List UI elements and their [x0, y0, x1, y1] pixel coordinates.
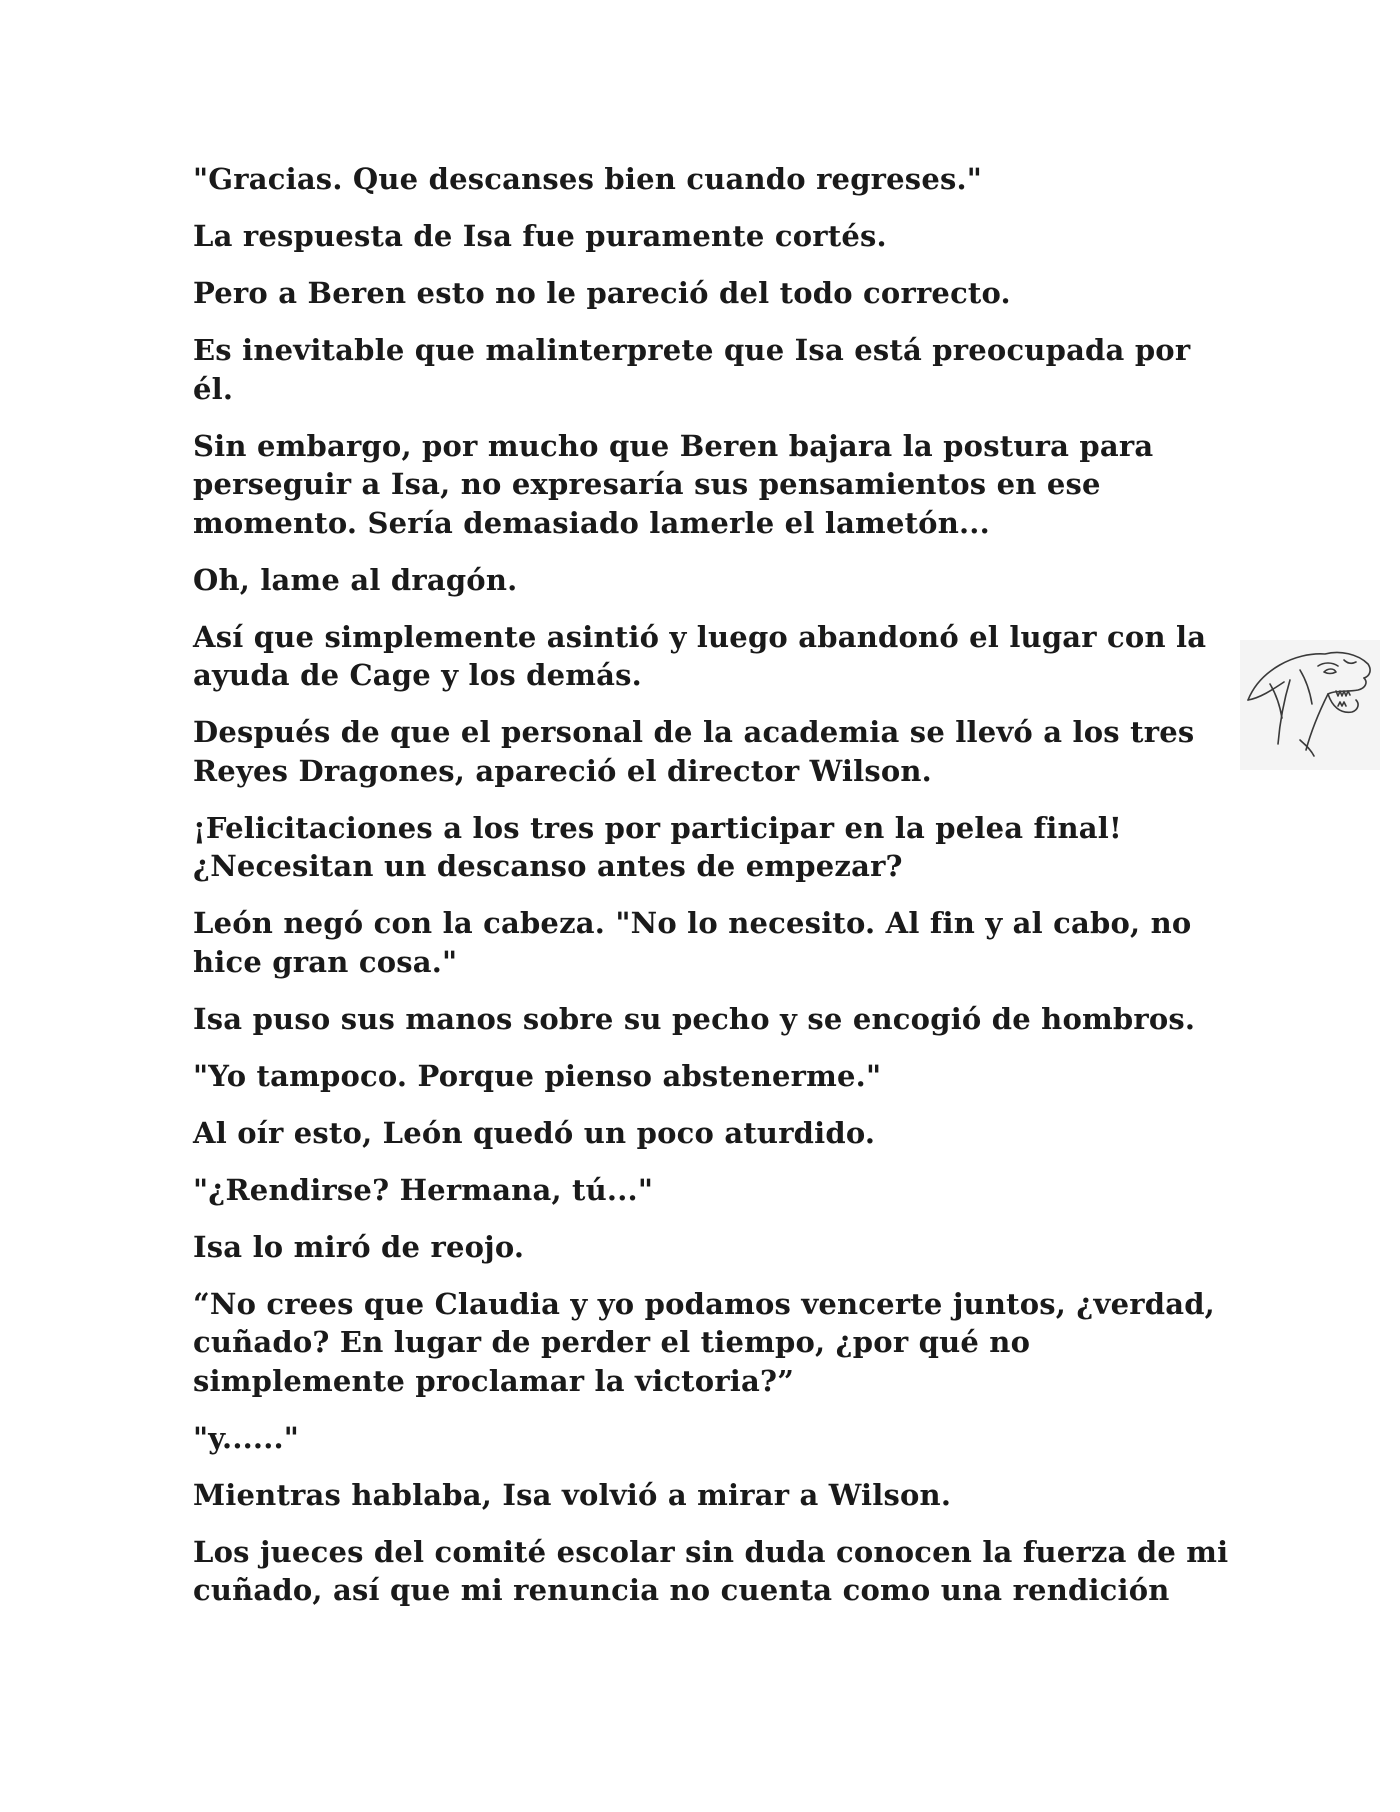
paragraph	[193, 1533, 1229, 1610]
paragraph	[193, 1285, 1215, 1401]
paragraph-line: ¡Felicitaciones a los tres por participar en la pelea final!	[193, 810, 1122, 845]
paragraph	[193, 904, 1203, 981]
paragraph-line: Oh, lame al dragón.	[193, 562, 518, 597]
paragraph-line: él.	[193, 371, 234, 406]
paragraph	[193, 160, 1203, 199]
paragraph-line: Isa puso sus manos sobre su pecho y se encogió de hombros.	[193, 1001, 1196, 1036]
paragraph-line: Así que simplemente asintió y luego abandonó el lugar con la	[193, 619, 1207, 654]
paragraph-line: perseguir a Isa, no expresaría sus pensamientos en ese	[193, 467, 1101, 501]
paragraph	[193, 217, 1203, 256]
paragraph-line: simplemente proclamar la victoria?”	[193, 1363, 795, 1398]
paragraph-line: Reyes Dragones, apareció el director Wilson.	[193, 753, 932, 788]
paragraph	[193, 427, 1203, 543]
paragraph-line: "¿Rendirse? Hermana, tú..."	[193, 1172, 654, 1207]
paragraph-line: "Gracias. Que descanses bien cuando regreses."	[193, 162, 983, 196]
paragraph-line: Sin embargo, por mucho que Beren bajara la postura para	[193, 428, 1154, 463]
paragraph-line: momento. Sería demasiado lamerle el lametón...	[193, 505, 990, 540]
paragraph-line: "Yo tampoco. Porque pienso abstenerme."	[193, 1058, 882, 1093]
story-text	[193, 160, 1229, 1628]
paragraph-line: "y......"	[193, 1420, 300, 1455]
paragraph-line: ayuda de Cage y los demás.	[193, 658, 642, 692]
paragraph	[193, 809, 1203, 886]
dinosaur-sketch-icon	[1240, 640, 1380, 770]
paragraph-line: Mientras hablaba, Isa volvió a mirar a Wilson.	[193, 1477, 952, 1512]
paragraph-line: cuñado? En lugar de perder el tiempo, ¿por qué no	[193, 1325, 1031, 1359]
paragraph-line: ¿Necesitan un descanso antes de empezar?	[193, 849, 903, 883]
paragraph	[193, 274, 1203, 313]
paragraph	[193, 1419, 1203, 1458]
paragraph-line: Isa lo miró de reojo.	[193, 1229, 525, 1264]
paragraph	[193, 1228, 1203, 1267]
paragraph	[193, 1114, 1203, 1153]
paragraph	[193, 561, 1203, 600]
paragraph-line: La respuesta de Isa fue puramente cortés.	[193, 219, 887, 253]
paragraph-line: Los jueces del comité escolar sin duda conocen la fuerza de mi	[193, 1534, 1229, 1569]
paragraph	[193, 618, 1207, 695]
paragraph-line: cuñado, así que mi renuncia no cuenta como una rendición	[193, 1573, 1170, 1607]
paragraph-line: Pero a Beren esto no le pareció del todo correcto.	[193, 276, 1011, 310]
paragraph	[193, 1171, 1203, 1210]
paragraph	[193, 1057, 1203, 1096]
paragraph-line: Al oír esto, León quedó un poco aturdido.	[193, 1115, 876, 1150]
paragraph-line: “No crees que Claudia y yo podamos vencerte juntos, ¿verdad,	[193, 1286, 1215, 1321]
paragraph	[193, 1000, 1203, 1039]
paragraph-line: León negó con la cabeza. "No lo necesito. Al fin y al cabo, no	[193, 906, 1192, 940]
paragraph	[193, 331, 1203, 408]
paragraph-line: hice gran cosa."	[193, 944, 458, 979]
paragraph-line: Es inevitable que malinterprete que Isa está preocupada por	[193, 333, 1191, 367]
paragraph-line: Después de que el personal de la academia se llevó a los tres	[193, 715, 1195, 749]
paragraph	[193, 713, 1203, 790]
paragraph	[193, 1476, 1203, 1515]
